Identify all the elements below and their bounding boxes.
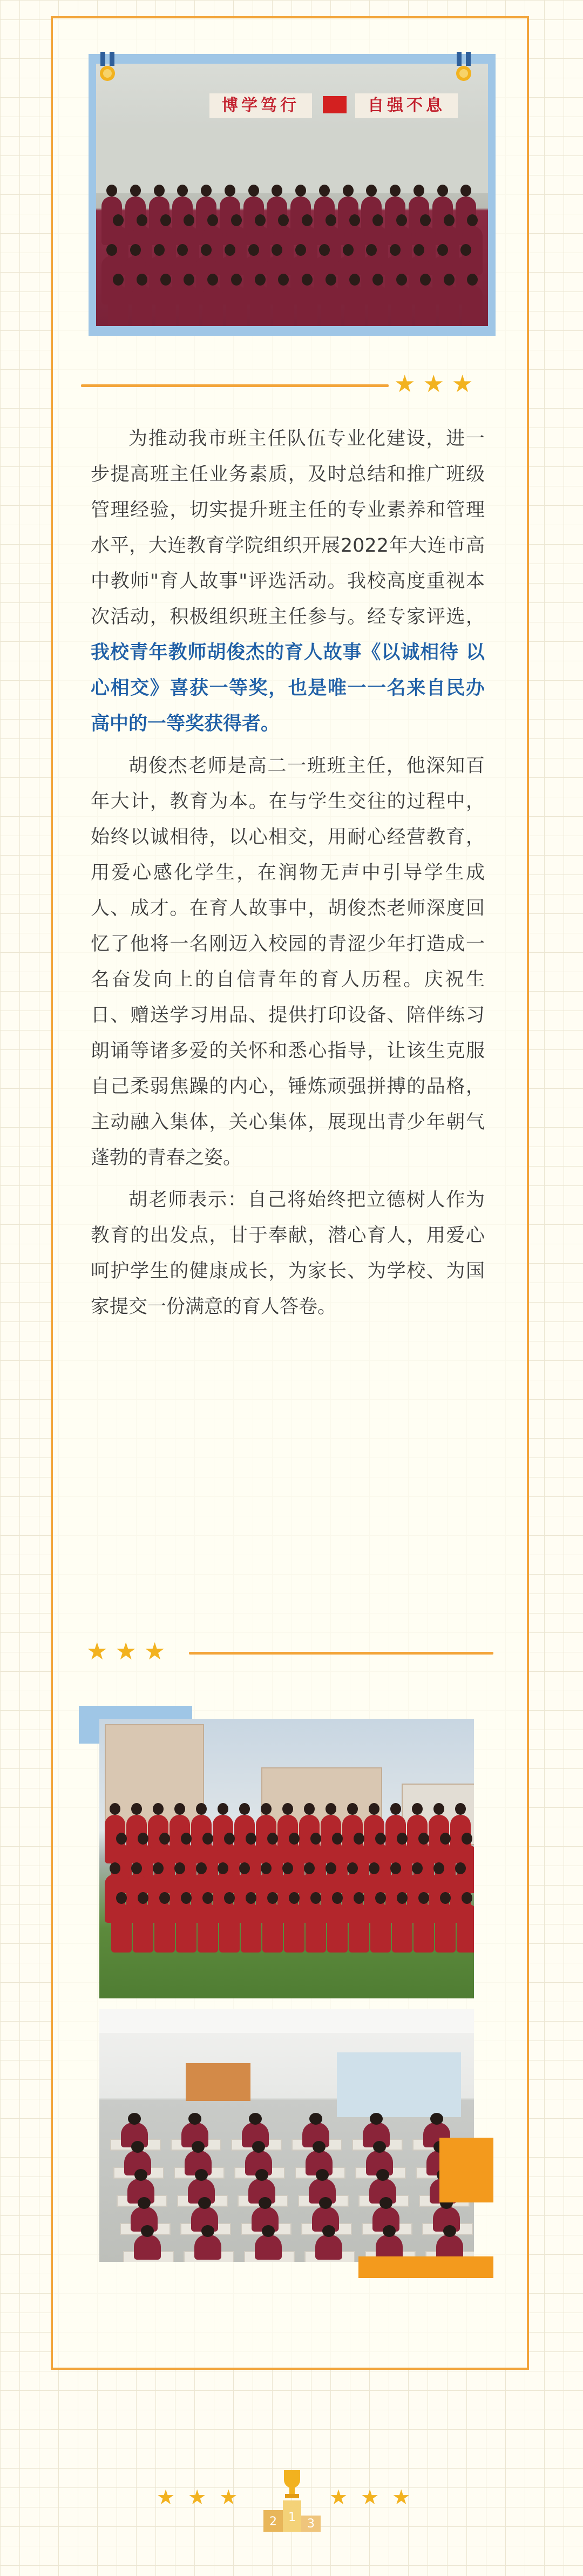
paragraph-1-text: 为推动我市班主任队伍专业化建设，进一步提高班主任业务素质，及时总结和推广班级管理经验，切实提升班主任的专业素养和管理水平，大连教育学院组织开展2022年大连市高中教师"育人故事"评选活动。我校高度重视本次活动，积极组织班主任参与。经专家评选， [91, 428, 485, 628]
medal-icon [98, 52, 117, 83]
person-figure [297, 286, 317, 326]
paragraph-3: 胡老师表示：自己将始终把立德树人作为教育的出发点，甘于奉献，潜心育人，用爱心呵护学生的健康成长，为家长、为学校、为国家提交一份满意的育人答卷。 [91, 1189, 485, 1318]
person-figure [176, 1904, 196, 1953]
group-crowd [96, 186, 488, 326]
article-body [91, 421, 485, 1331]
footer-stars-left: ★ ★ ★ [157, 2485, 241, 2509]
person-figure [241, 1904, 261, 1953]
star-icons: ★★★ [86, 1638, 173, 1665]
person-figure [202, 286, 223, 326]
flag [323, 96, 347, 113]
student-figure [255, 2235, 282, 2260]
medal-icon [455, 52, 473, 83]
classroom-students [99, 2009, 474, 2262]
photo-accent-orange [439, 2138, 493, 2202]
banner-left: 博学笃行 [209, 93, 312, 118]
person-figure [155, 286, 176, 326]
person-figure [306, 1904, 326, 1953]
person-figure [344, 286, 365, 326]
person-figure [273, 286, 294, 326]
footer-stars-right: ★ ★ ★ [329, 2485, 414, 2509]
star-icons: ★★★ [394, 370, 481, 398]
person-figure [462, 286, 483, 326]
person-figure [457, 1904, 474, 1953]
podium-label-3: 3 [307, 2517, 315, 2531]
person-figure [327, 1904, 348, 1953]
podium-label-1: 1 [288, 2511, 296, 2524]
student-figure [194, 2235, 221, 2260]
person-figure [262, 1904, 283, 1953]
person-figure [198, 1904, 218, 1953]
person-figure [439, 286, 459, 326]
classroom-photo[interactable] [99, 2009, 474, 2262]
person-figure [368, 286, 388, 326]
person-figure [132, 286, 152, 326]
person-figure [370, 1904, 391, 1953]
student-figure [315, 2235, 342, 2260]
award-highlight: 我校青年教师胡俊杰的育人故事《以诚相待 以心相交》喜获一等奖，也是唯一一名来自民办高中的一等奖获得者。 [91, 642, 485, 735]
photo-accent-orange [358, 2256, 493, 2278]
divider-line [189, 1652, 493, 1655]
campus-group-photo[interactable] [99, 1719, 474, 1998]
person-figure [154, 1904, 175, 1953]
top-group-photo[interactable] [96, 64, 488, 326]
person-figure [392, 1904, 412, 1953]
person-figure [219, 1904, 240, 1953]
person-figure [111, 1904, 132, 1953]
campus-crowd [99, 1799, 474, 1961]
person-figure [435, 1904, 456, 1953]
person-figure [413, 1904, 434, 1953]
divider-line [81, 384, 389, 387]
paragraph-1 [91, 421, 485, 742]
paragraph-2: 胡俊杰老师是高二一班班主任，他深知百年大计，教育为本。在与学生交往的过程中，始终以诚相待，以心相交，用耐心经营教育，用爱心感化学生，在润物无声中引导学生成人、成才。在育人故事中，胡俊杰老师深度回忆了他将一名刚迈入校园的青涩少年打造成一名奋发向上的自信青年的育人历程。庆祝生日、赠送学习用品、提供打印设备、陪伴练习朗诵等诸多爱的关怀和悉心指导，让该生克服自己柔弱焦躁的内心，锤炼顽强拼搏的品格，主动融入集体，关心集体，展现出青少年朝气蓬勃的青春之姿。 [91, 755, 485, 1169]
person-figure [284, 1904, 304, 1953]
person-figure [391, 286, 412, 326]
podium-label-2: 2 [269, 2515, 277, 2528]
classroom-wall [96, 128, 488, 193]
person-figure [179, 286, 199, 326]
person-figure [349, 1904, 369, 1953]
person-figure [250, 286, 270, 326]
person-figure [321, 286, 341, 326]
student-figure [134, 2235, 161, 2260]
person-figure [133, 1904, 153, 1953]
person-figure [415, 286, 436, 326]
banner-right: 自强不息 [355, 93, 458, 118]
person-figure [226, 286, 247, 326]
person-figure [108, 286, 128, 326]
trophy-podium-icon [263, 2467, 321, 2532]
